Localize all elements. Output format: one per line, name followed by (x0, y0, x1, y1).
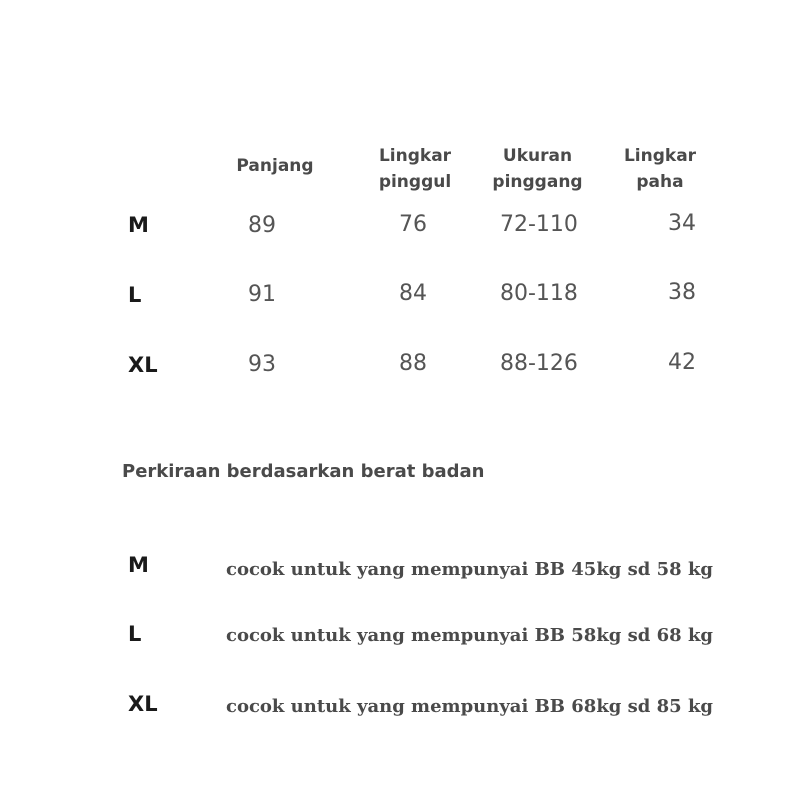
table-cell-l-panjang: 91 (248, 282, 276, 307)
weight-size-m: M (128, 553, 149, 577)
weight-size-xl: XL (128, 692, 158, 716)
header-lingkar-pinggul-line2: pinggul (378, 172, 452, 192)
table-cell-m-pinggul: 76 (399, 212, 427, 237)
table-size-xl: XL (128, 353, 158, 377)
table-cell-l-pinggang: 80-118 (500, 281, 578, 306)
weight-text-m: cocok untuk yang mempunyai BB 45kg sd 58 kg (226, 559, 714, 580)
table-size-l: L (128, 283, 142, 307)
header-panjang (225, 153, 325, 179)
header-lingkar-pinggul (360, 143, 470, 195)
header-ukuran-pinggang-line1: Ukuran (502, 146, 573, 166)
weight-text-l: cocok untuk yang mempunyai BB 58kg sd 68 kg (226, 625, 714, 646)
header-lingkar-paha (610, 143, 710, 195)
weight-section-title: Perkiraan berdasarkan berat badan (122, 461, 485, 482)
weight-text-xl: cocok untuk yang mempunyai BB 68kg sd 85 kg (226, 696, 714, 717)
table-cell-m-panjang: 89 (248, 213, 276, 238)
weight-size-l: L (128, 622, 142, 646)
table-cell-m-pinggang: 72-110 (500, 212, 578, 237)
table-size-m: M (128, 213, 149, 237)
table-cell-l-paha: 38 (668, 280, 696, 305)
table-cell-l-pinggul: 84 (399, 281, 427, 306)
table-cell-xl-pinggul: 88 (399, 351, 427, 376)
table-cell-xl-paha: 42 (668, 350, 696, 375)
header-lingkar-paha-line1: Lingkar (623, 146, 697, 166)
table-cell-xl-pinggang: 88-126 (500, 351, 578, 376)
table-cell-m-paha: 34 (668, 211, 696, 236)
header-lingkar-pinggul-line1: Lingkar (378, 146, 452, 166)
header-panjang-line1: Panjang (236, 156, 314, 176)
table-cell-xl-panjang: 93 (248, 352, 276, 377)
header-lingkar-paha-line2: paha (636, 172, 684, 192)
header-ukuran-pinggang-line2: pinggang (492, 172, 583, 192)
header-ukuran-pinggang (480, 143, 595, 195)
